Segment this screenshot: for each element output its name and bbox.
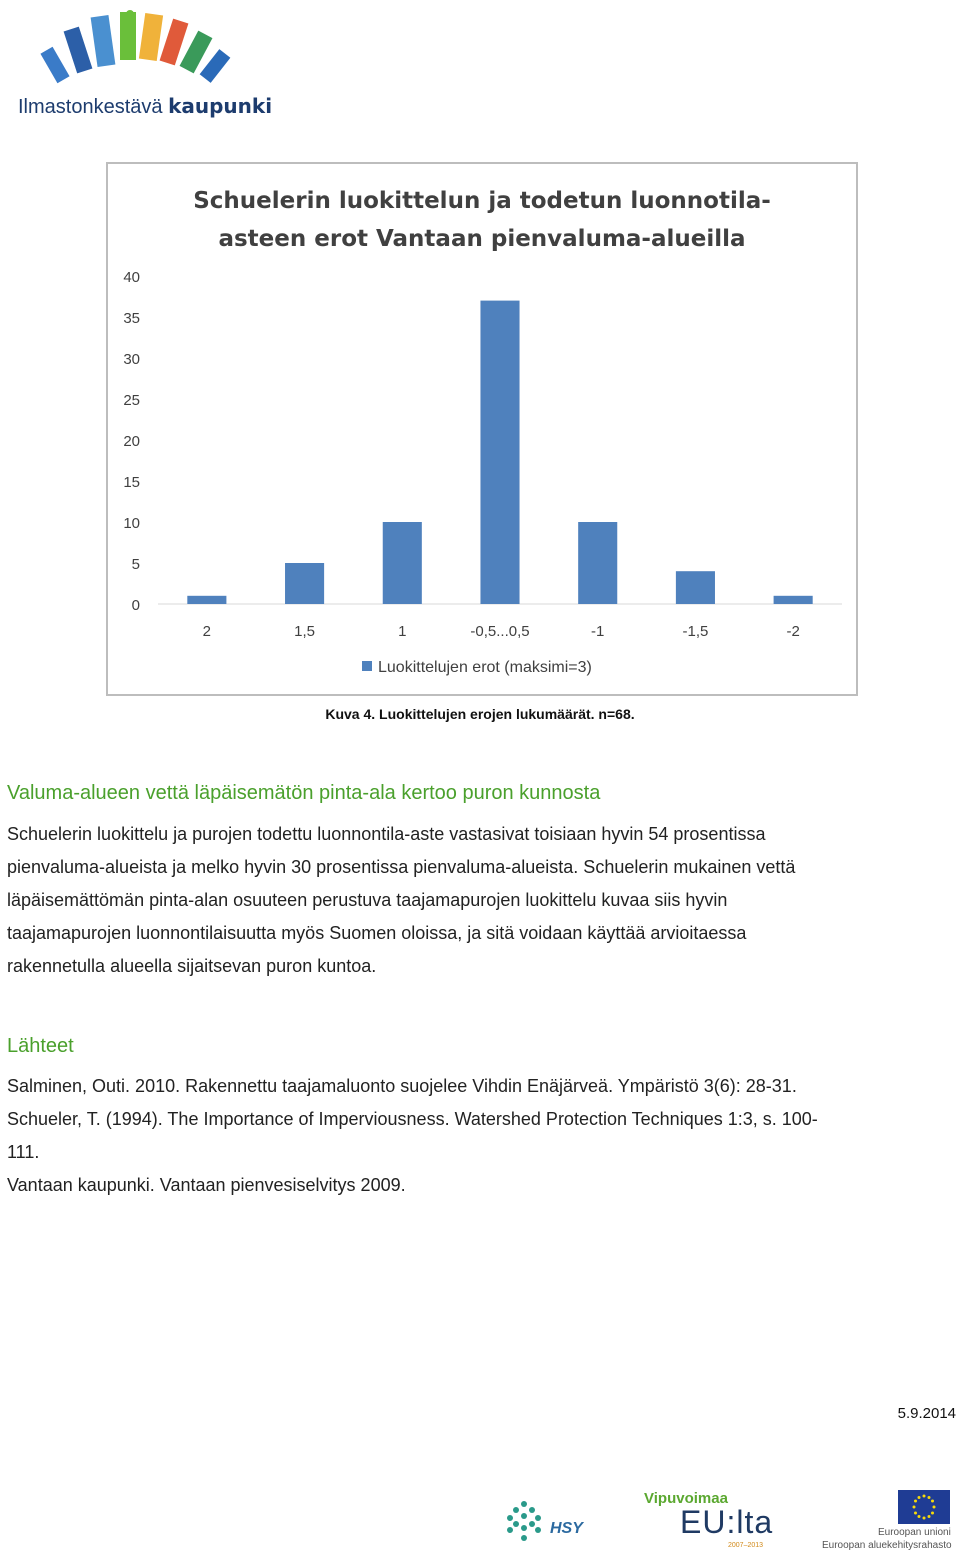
hsy-logo xyxy=(500,1492,590,1548)
reference-item: Vantaan kaupunki. Vantaan pienvesiselvitys 2009. xyxy=(7,1175,406,1195)
bar xyxy=(578,522,617,604)
y-tick-label: 25 xyxy=(123,392,140,409)
eu-line1: Euroopan unioni xyxy=(878,1527,951,1538)
eu-logo xyxy=(820,1490,955,1554)
section-heading-valuma: Valuma-alueen vettä läpäisemätön pinta-ala kertoo puron kunnosta xyxy=(7,782,601,804)
references-list xyxy=(7,1070,953,1202)
hsy-drop-icon xyxy=(500,1492,550,1548)
body-line: läpäisemättömän pinta-alan osuuteen perustuva taajamapurojen luokittelu kuvaa siis hyvin xyxy=(7,890,728,910)
y-tick-label: 5 xyxy=(131,556,140,573)
bar xyxy=(383,522,422,604)
reference-item: Schueler, T. (1994). The Importance of Imperviousness. Watershed Protection Techniques 1:3, s. 100- xyxy=(7,1109,818,1129)
y-tick-label: 20 xyxy=(123,433,140,450)
legend-label: Luokittelujen erot (maksimi=3) xyxy=(378,659,592,676)
years-text: 2007–2013 xyxy=(728,1542,764,1549)
body-paragraph xyxy=(7,818,953,983)
bar xyxy=(285,563,324,604)
ilmastonkestava-kaupunki-logo xyxy=(18,8,278,118)
chart-plot xyxy=(108,164,856,694)
y-tick-label: 30 xyxy=(123,351,140,368)
reference-item: 111. xyxy=(7,1142,40,1162)
y-tick-label: 35 xyxy=(123,310,140,327)
reference-item: Salminen, Outi. 2010. Rakennettu taajamaluonto suojelee Vihdin Enäjärveä. Ympäristö 3(6): 28-31. xyxy=(7,1076,797,1096)
logo-text xyxy=(18,94,272,119)
x-tick-label: 1,5 xyxy=(294,623,316,640)
x-tick-label: -2 xyxy=(786,623,800,640)
x-tick-label: -1 xyxy=(591,623,605,640)
chart-title-line2: asteen erot Vantaan pienvaluma-alueilla xyxy=(218,226,746,252)
document-date: 5.9.2014 xyxy=(897,1405,956,1422)
body-line: pienvaluma-alueista ja melko hyvin 30 prosentissa pienvaluma-alueista. Schuelerin mukainen vettä xyxy=(7,857,796,877)
vipuvoimaa-text: Vipuvoimaa xyxy=(644,1490,728,1507)
x-tick-label: -1,5 xyxy=(682,623,709,640)
bar xyxy=(480,301,519,604)
eu-lta-text: EU:lta xyxy=(680,1504,774,1540)
x-tick-label: 2 xyxy=(202,623,212,640)
eu-line2: Euroopan aluekehitysrahasto xyxy=(822,1540,952,1551)
section-heading-lahteet: Lähteet xyxy=(7,1035,74,1057)
legend-swatch xyxy=(362,661,372,671)
vipuvoimaa-logo xyxy=(644,1490,794,1550)
figure-caption: Kuva 4. Luokittelujen erojen lukumäärät. n=68. xyxy=(325,706,635,722)
body-line: taajamapurojen luonnontilaisuutta myös Suomen oloissa, ja sitä voidaan käyttää arvioitaessa xyxy=(7,923,747,943)
chart-title-line1: Schuelerin luokittelun ja todetun luonnotila- xyxy=(193,188,771,214)
eu-flag-icon xyxy=(898,1490,950,1524)
bar xyxy=(676,571,715,604)
city-skyline-icon xyxy=(18,8,278,94)
y-tick-label: 15 xyxy=(123,474,140,491)
bar xyxy=(774,596,813,604)
x-tick-label: 1 xyxy=(398,623,407,640)
bar-chart xyxy=(106,162,858,696)
hsy-text: HSY xyxy=(550,1520,583,1537)
logo-text-light: Ilmastonkestävä xyxy=(18,96,163,118)
body-line: Schuelerin luokittelu ja purojen todettu luonnontila-aste vastasivat toisiaan hyvin 54 prosentissa xyxy=(7,824,766,844)
x-tick-label: -0,5...0,5 xyxy=(470,623,530,640)
bar xyxy=(187,596,226,604)
logo-text-bold: kaupunki xyxy=(168,94,273,118)
y-tick-label: 40 xyxy=(123,269,140,286)
y-tick-label: 0 xyxy=(131,597,140,614)
body-line: rakennetulla alueella sijaitsevan puron kuntoa. xyxy=(7,956,377,976)
y-tick-label: 10 xyxy=(123,515,140,532)
